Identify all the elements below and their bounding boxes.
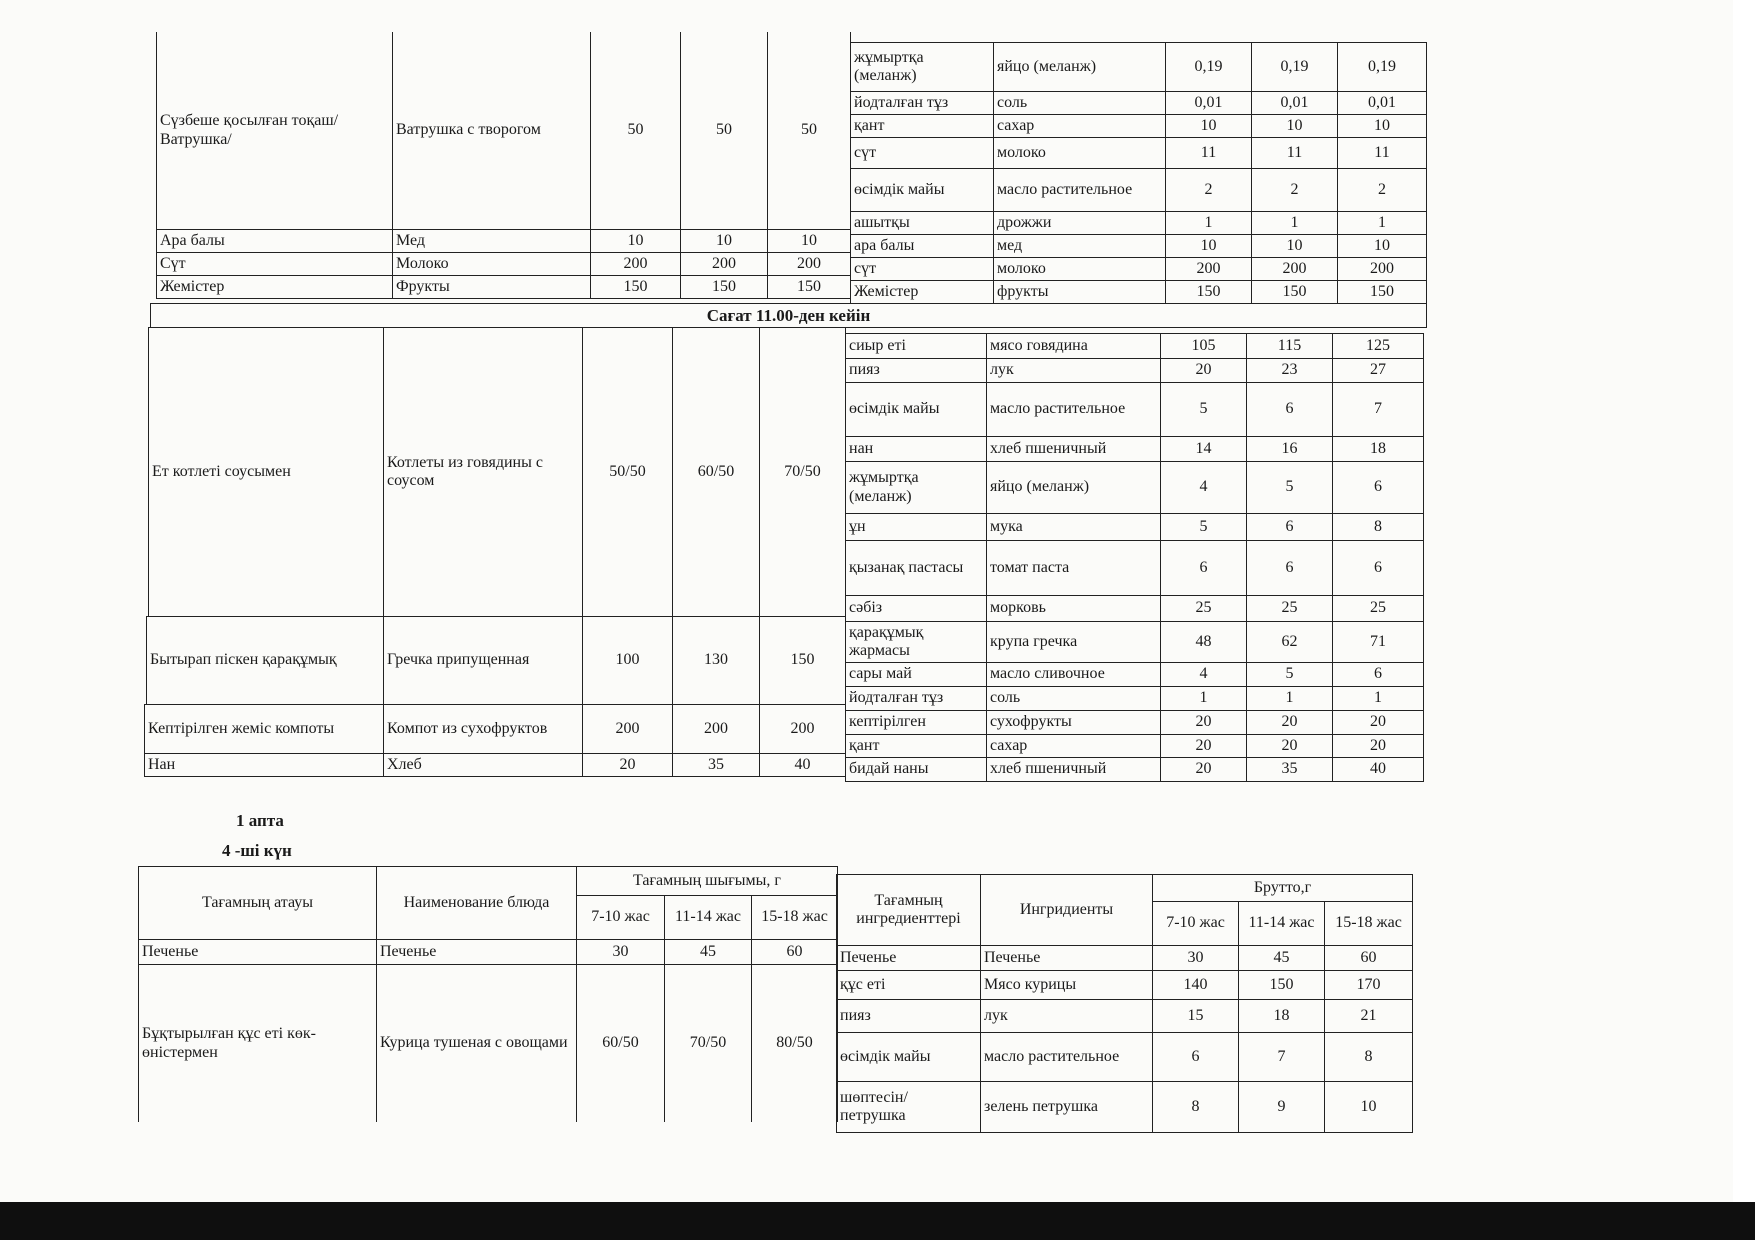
brutto-11-14: 7	[1238, 1032, 1325, 1082]
ingredient-ru: лук	[986, 358, 1161, 383]
ingredient-kz: шөптесін/ петрушка	[836, 1081, 981, 1133]
ingredient-ru: масло растительное	[986, 382, 1161, 437]
ingredient-kz: қызанақ пастасы	[845, 540, 987, 596]
brutto-15-18: 40	[1332, 757, 1424, 782]
brutto-15-18: 10	[1337, 234, 1427, 258]
brutto-7-10: 11	[1165, 137, 1252, 169]
brutto-7-10: 0,01	[1165, 91, 1252, 115]
brutto-7-10: 200	[1165, 257, 1252, 281]
brutto-15-18: 27	[1332, 358, 1424, 383]
brutto-7-10: 20	[1160, 710, 1247, 735]
ingredient-ru: дрожжи	[993, 211, 1166, 235]
dish-yield-11-14: 200	[672, 704, 760, 754]
section-heading: Сағат 11.00-ден кейін	[150, 303, 1427, 328]
ingredient-kz: қант	[845, 734, 987, 758]
ingredient-kz: өсімдік майы	[845, 382, 987, 437]
scanner-bottom-bar	[0, 1202, 1755, 1240]
brutto-11-14: 6	[1246, 382, 1333, 437]
dish-yield-11-14: 200	[680, 252, 768, 276]
dish-ru-name: Котлеты из говядины с соусом	[383, 327, 583, 617]
ingredient-ru: масло сливочное	[986, 662, 1161, 687]
ingredient-kz: сәбіз	[845, 595, 987, 622]
brutto-7-10: 1	[1165, 211, 1252, 235]
dish-ru-name: Гречка припущенная	[383, 616, 583, 705]
brutto-7-10: 4	[1160, 461, 1247, 514]
ingredient-kz: йодталған тұз	[850, 91, 994, 115]
brutto-11-14: 200	[1251, 257, 1338, 281]
brutto-11-14: 1	[1246, 686, 1333, 711]
dish-kz-name: Бытырап піскен қарақұмық	[146, 616, 384, 705]
header-dish-kz: Тағамның атауы	[138, 866, 377, 940]
header-brutto: Брутто,г	[1152, 874, 1413, 902]
brutto-15-18: 10	[1324, 1081, 1413, 1133]
dish-yield-7-10: 200	[582, 704, 673, 754]
brutto-11-14: 0,19	[1251, 42, 1338, 92]
dish-kz-name: Бұқтырылған құс еті көк-өністермен	[138, 964, 377, 1122]
brutto-15-18: 6	[1332, 662, 1424, 687]
dish-yield-15-18: 150	[767, 275, 851, 299]
brutto-15-18: 0,01	[1337, 91, 1427, 115]
brutto-7-10: 5	[1160, 382, 1247, 437]
ingredient-kz: ұн	[845, 513, 987, 541]
ingredient-ru: молоко	[993, 257, 1166, 281]
brutto-11-14: 25	[1246, 595, 1333, 622]
ingredient-ru: соль	[993, 91, 1166, 115]
ingredient-ru: яйцо (меланж)	[993, 42, 1166, 92]
brutto-11-14: 150	[1251, 280, 1338, 304]
dish-ru-name: Молоко	[392, 252, 591, 276]
ingredient-kz: қант	[850, 114, 994, 138]
brutto-11-14: 10	[1251, 234, 1338, 258]
dish-kz-name: Печенье	[138, 939, 377, 965]
brutto-7-10: 6	[1152, 1032, 1239, 1082]
dish-ru-name: Курица тушеная с овощами	[376, 964, 577, 1122]
brutto-11-14: 62	[1246, 621, 1333, 663]
dish-yield-7-10: 50	[590, 32, 681, 230]
brutto-15-18: 125	[1332, 333, 1424, 359]
dish-yield-15-18: 40	[759, 753, 846, 777]
dish-yield-15-18: 50	[767, 32, 851, 230]
ingredient-ru: мясо говядина	[986, 333, 1161, 359]
ingredient-kz: бидай наны	[845, 757, 987, 782]
dish-yield-15-18: 60	[751, 939, 838, 965]
header-ingredient-ru: Ингридиенты	[980, 874, 1153, 946]
ingredient-kz: кептірілген	[845, 710, 987, 735]
brutto-15-18: 25	[1332, 595, 1424, 622]
header-ingredient-kz: Тағамның ингредиенттері	[836, 874, 981, 946]
ingredient-ru: мука	[986, 513, 1161, 541]
ingredient-ru: зелень петрушка	[980, 1081, 1153, 1133]
ingredient-ru: фрукты	[993, 280, 1166, 304]
brutto-15-18: 200	[1337, 257, 1427, 281]
week-label: 1 апта	[236, 811, 284, 830]
ingredient-ru: хлеб пшеничный	[986, 436, 1161, 462]
header-dish-ru: Наименование блюда	[376, 866, 577, 940]
brutto-11-14: 150	[1238, 970, 1325, 1000]
brutto-11-14: 6	[1246, 540, 1333, 596]
brutto-11-14: 5	[1246, 461, 1333, 514]
ingredient-ru: масло растительное	[980, 1032, 1153, 1082]
dish-yield-15-18: 200	[759, 704, 846, 754]
ingredient-kz: сүт	[850, 257, 994, 281]
ingredient-kz: сүт	[850, 137, 994, 169]
brutto-7-10: 1	[1160, 686, 1247, 711]
dish-yield-11-14: 45	[664, 939, 752, 965]
dish-yield-7-10: 200	[590, 252, 681, 276]
dish-yield-11-14: 50	[680, 32, 768, 230]
brutto-11-14: 18	[1238, 999, 1325, 1033]
brutto-7-10: 25	[1160, 595, 1247, 622]
brutto-15-18: 60	[1324, 945, 1413, 971]
brutto-15-18: 170	[1324, 970, 1413, 1000]
brutto-11-14: 16	[1246, 436, 1333, 462]
ingredient-kz: сиыр еті	[845, 333, 987, 359]
ingredient-kz: йодталған тұз	[845, 686, 987, 711]
dish-kz-name: Сүт	[156, 252, 393, 276]
brutto-15-18: 20	[1332, 710, 1424, 735]
brutto-15-18: 20	[1332, 734, 1424, 758]
dish-ru-name: Хлеб	[383, 753, 583, 777]
ingredient-kz: пияз	[845, 358, 987, 383]
brutto-15-18: 1	[1337, 211, 1427, 235]
ingredient-kz: жұмыртқа (меланж)	[845, 461, 987, 514]
ingredient-ru: яйцо (меланж)	[986, 461, 1161, 514]
brutto-15-18: 11	[1337, 137, 1427, 169]
brutto-7-10: 10	[1165, 114, 1252, 138]
dish-kz-name: Сүзбеше қосылған тоқаш/Ватрушка/	[156, 32, 393, 230]
brutto-7-10: 2	[1165, 168, 1252, 212]
dish-yield-15-18: 200	[767, 252, 851, 276]
dish-yield-7-10: 20	[582, 753, 673, 777]
ingredient-kz: өсімдік майы	[836, 1032, 981, 1082]
brutto-7-10: 0,19	[1165, 42, 1252, 92]
brutto-11-14: 23	[1246, 358, 1333, 383]
brutto-7-10: 15	[1152, 999, 1239, 1033]
dish-ru-name: Печенье	[376, 939, 577, 965]
ingredient-ru: хлеб пшеничный	[986, 757, 1161, 782]
header-age-15-18: 15-18 жас	[751, 895, 838, 940]
brutto-7-10: 105	[1160, 333, 1247, 359]
ingredient-kz: жұмыртқа (меланж)	[850, 42, 994, 92]
dish-yield-15-18: 10	[767, 229, 851, 253]
brutto-15-18: 0,19	[1337, 42, 1427, 92]
brutto-7-10: 20	[1160, 734, 1247, 758]
dish-yield-11-14: 130	[672, 616, 760, 705]
ingredient-kz: қарақұмық жармасы	[845, 621, 987, 663]
brutto-7-10: 14	[1160, 436, 1247, 462]
brutto-15-18: 2	[1337, 168, 1427, 212]
ingredient-kz: құс еті	[836, 970, 981, 1000]
ingredient-ru: Печенье	[980, 945, 1153, 971]
header-age-7-10: 7-10 жас	[576, 895, 665, 940]
ingredient-ru: масло растительное	[993, 168, 1166, 212]
dish-yield-7-10: 50/50	[582, 327, 673, 617]
brutto-11-14: 115	[1246, 333, 1333, 359]
brutto-11-14: 10	[1251, 114, 1338, 138]
dish-yield-7-10: 10	[590, 229, 681, 253]
brutto-11-14: 6	[1246, 513, 1333, 541]
ingredient-kz: ара балы	[850, 234, 994, 258]
brutto-7-10: 150	[1165, 280, 1252, 304]
brutto-11-14: 5	[1246, 662, 1333, 687]
dish-kz-name: Жемістер	[156, 275, 393, 299]
ingredient-kz: Печенье	[836, 945, 981, 971]
ingredient-ru: сахар	[986, 734, 1161, 758]
ingredient-ru: крупа гречка	[986, 621, 1161, 663]
dish-yield-11-14: 35	[672, 753, 760, 777]
brutto-7-10: 140	[1152, 970, 1239, 1000]
ingredient-ru: Мясо курицы	[980, 970, 1153, 1000]
brutto-7-10: 20	[1160, 358, 1247, 383]
ingredient-kz: өсімдік майы	[850, 168, 994, 212]
brutto-7-10: 5	[1160, 513, 1247, 541]
brutto-11-14: 35	[1246, 757, 1333, 782]
brutto-7-10: 20	[1160, 757, 1247, 782]
day-label: 4 -ші күн	[222, 841, 292, 860]
dish-yield-15-18: 80/50	[751, 964, 838, 1122]
dish-yield-7-10: 60/50	[576, 964, 665, 1122]
brutto-15-18: 7	[1332, 382, 1424, 437]
header-age-7-10: 7-10 жас	[1152, 901, 1239, 946]
header-yield: Тағамның шығымы, г	[576, 866, 838, 896]
ingredient-ru: сухофрукты	[986, 710, 1161, 735]
dish-yield-7-10: 100	[582, 616, 673, 705]
dish-yield-7-10: 30	[576, 939, 665, 965]
ingredient-ru: мед	[993, 234, 1166, 258]
brutto-11-14: 20	[1246, 734, 1333, 758]
brutto-7-10: 8	[1152, 1081, 1239, 1133]
brutto-7-10: 4	[1160, 662, 1247, 687]
dish-yield-11-14: 10	[680, 229, 768, 253]
brutto-15-18: 1	[1332, 686, 1424, 711]
brutto-11-14: 9	[1238, 1081, 1325, 1133]
brutto-15-18: 6	[1332, 540, 1424, 596]
dish-kz-name: Ара балы	[156, 229, 393, 253]
dish-ru-name: Ватрушка с творогом	[392, 32, 591, 230]
brutto-7-10: 6	[1160, 540, 1247, 596]
ingredient-ru: сахар	[993, 114, 1166, 138]
page-edge	[1733, 0, 1755, 1240]
brutto-11-14: 20	[1246, 710, 1333, 735]
dish-ru-name: Фрукты	[392, 275, 591, 299]
ingredient-kz: Жемістер	[850, 280, 994, 304]
dish-yield-11-14: 60/50	[672, 327, 760, 617]
brutto-7-10: 10	[1165, 234, 1252, 258]
dish-yield-15-18: 70/50	[759, 327, 846, 617]
brutto-15-18: 6	[1332, 461, 1424, 514]
brutto-15-18: 18	[1332, 436, 1424, 462]
ingredient-ru: молоко	[993, 137, 1166, 169]
ingredient-ru: соль	[986, 686, 1161, 711]
brutto-15-18: 71	[1332, 621, 1424, 663]
brutto-15-18: 10	[1337, 114, 1427, 138]
header-age-11-14: 11-14 жас	[664, 895, 752, 940]
ingredient-ru: морковь	[986, 595, 1161, 622]
brutto-15-18: 8	[1324, 1032, 1413, 1082]
brutto-15-18: 150	[1337, 280, 1427, 304]
brutto-11-14: 45	[1238, 945, 1325, 971]
brutto-11-14: 2	[1251, 168, 1338, 212]
brutto-11-14: 11	[1251, 137, 1338, 169]
dish-ru-name: Мед	[392, 229, 591, 253]
brutto-11-14: 0,01	[1251, 91, 1338, 115]
brutto-11-14: 1	[1251, 211, 1338, 235]
dish-yield-7-10: 150	[590, 275, 681, 299]
brutto-7-10: 48	[1160, 621, 1247, 663]
dish-ru-name: Компот из сухофруктов	[383, 704, 583, 754]
brutto-15-18: 21	[1324, 999, 1413, 1033]
ingredient-kz: пияз	[836, 999, 981, 1033]
dish-yield-11-14: 150	[680, 275, 768, 299]
dish-kz-name: Нан	[144, 753, 384, 777]
dish-yield-15-18: 150	[759, 616, 846, 705]
ingredient-kz: сары май	[845, 662, 987, 687]
dish-kz-name: Ет котлеті соусымен	[148, 327, 384, 617]
dish-yield-11-14: 70/50	[664, 964, 752, 1122]
header-age-11-14: 11-14 жас	[1238, 901, 1325, 946]
header-age-15-18: 15-18 жас	[1324, 901, 1413, 946]
brutto-7-10: 30	[1152, 945, 1239, 971]
ingredient-ru: томат паста	[986, 540, 1161, 596]
dish-kz-name: Кептірілген жеміс компоты	[144, 704, 384, 754]
ingredient-ru: лук	[980, 999, 1153, 1033]
ingredient-kz: ашытқы	[850, 211, 994, 235]
ingredient-kz: нан	[845, 436, 987, 462]
brutto-15-18: 8	[1332, 513, 1424, 541]
